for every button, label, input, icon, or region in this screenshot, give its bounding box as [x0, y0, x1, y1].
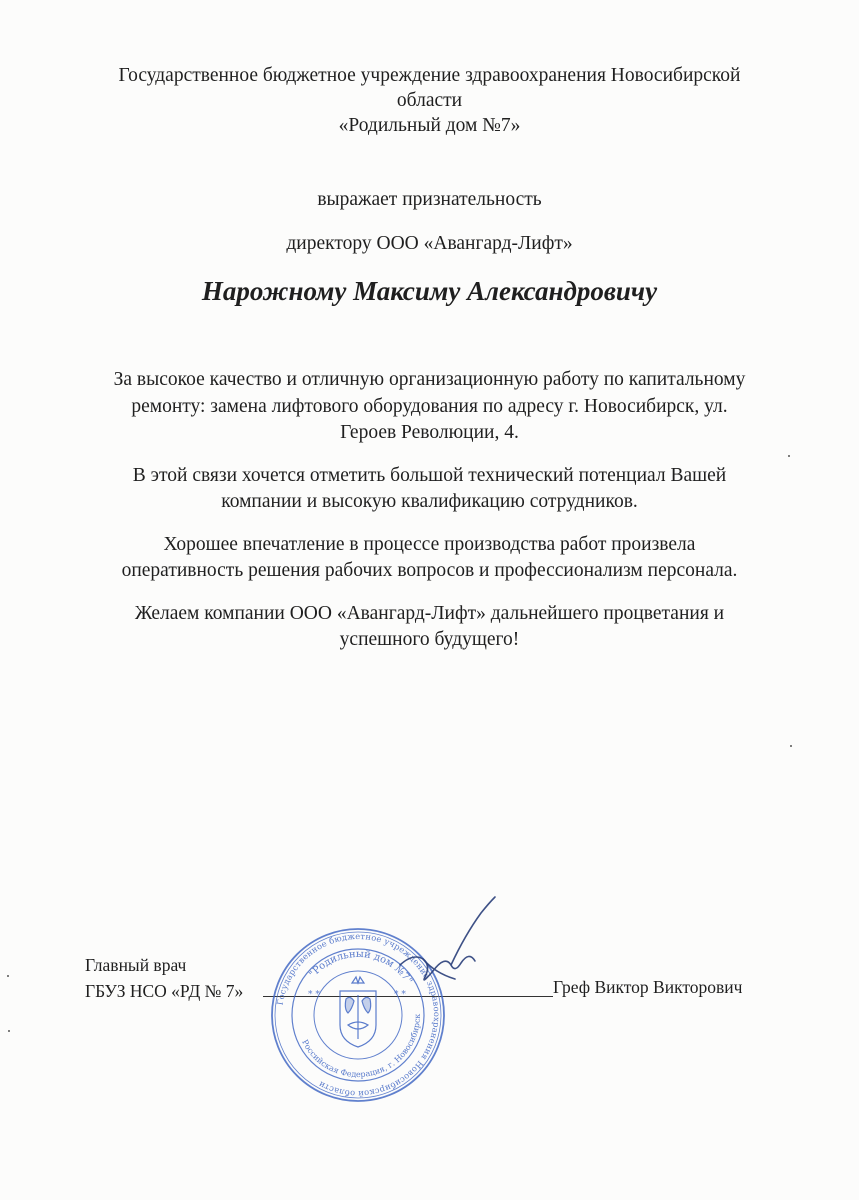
recipient-position: директору ООО «Авангард-Лифт» — [286, 233, 573, 254]
svg-text:* *: * * — [308, 990, 320, 1000]
paragraph-1-line-1: За высокое качество и отличную организационную работу по капитальному — [113, 369, 746, 390]
svg-text:* *: * * — [394, 990, 406, 1000]
signatory-name: Греф Виктор Викторович — [553, 977, 743, 997]
paragraph-1 — [80, 367, 779, 447]
scan-speck — [8, 1030, 10, 1032]
paragraph-3-line-2: оперативность решения рабочих вопросов и профессионализм персонала. — [121, 560, 738, 581]
paragraph-4 — [80, 601, 779, 654]
handwritten-signature — [395, 895, 505, 995]
org-line-1: Государственное бюджетное учреждение здравоохранения Новосибирской — [118, 65, 741, 86]
stamp-inner-text: "Родильный дом №7" — [307, 948, 415, 987]
signatory-title — [85, 952, 243, 1004]
signatory-title-line-2: ГБУЗ НСО «РД № 7» — [85, 981, 244, 1001]
paragraph-1-line-2: ремонту: замена лифтового оборудования по адресу г. Новосибирск, ул. — [131, 395, 728, 417]
scan-speck — [788, 455, 790, 457]
scan-speck — [7, 975, 9, 977]
organization-header — [60, 63, 799, 138]
coat-of-arms-emblem — [340, 977, 376, 1047]
signatory-title-line-1: Главный врач — [85, 955, 187, 975]
paragraph-3 — [80, 532, 779, 585]
recipient-name: Нарожному Максиму Александровичу — [201, 276, 658, 306]
paragraph-2-line-1: В этой связи хочется отметить большой технический потенциал Вашей — [132, 464, 727, 486]
org-line-2: области — [396, 90, 463, 111]
letter-body — [80, 367, 779, 670]
paragraph-3-line-1: Хорошее впечатление в процессе производства работ произвела — [163, 533, 696, 555]
expresses-gratitude: выражает признательность — [317, 189, 542, 210]
stamp-outer-text: Государственное бюджетное учреждение здравоохранения Новосибирской области — [274, 930, 443, 1100]
stamp-bottom-text: Российская Федерация, г. Новосибирск — [300, 1013, 423, 1080]
paragraph-2 — [80, 463, 779, 516]
paragraph-4-line-1: Желаем компании ООО «Авангард-Лифт» дальнейшего процветания и — [134, 602, 725, 624]
org-line-3: «Родильный дом №7» — [338, 115, 521, 136]
paragraph-4-line-2: успешного будущего! — [339, 629, 520, 650]
paragraph-1-line-3: Героев Революции, 4. — [340, 422, 519, 443]
paragraph-2-line-2: компании и высокую квалификацию сотрудников. — [221, 491, 638, 512]
scan-speck — [790, 745, 792, 747]
